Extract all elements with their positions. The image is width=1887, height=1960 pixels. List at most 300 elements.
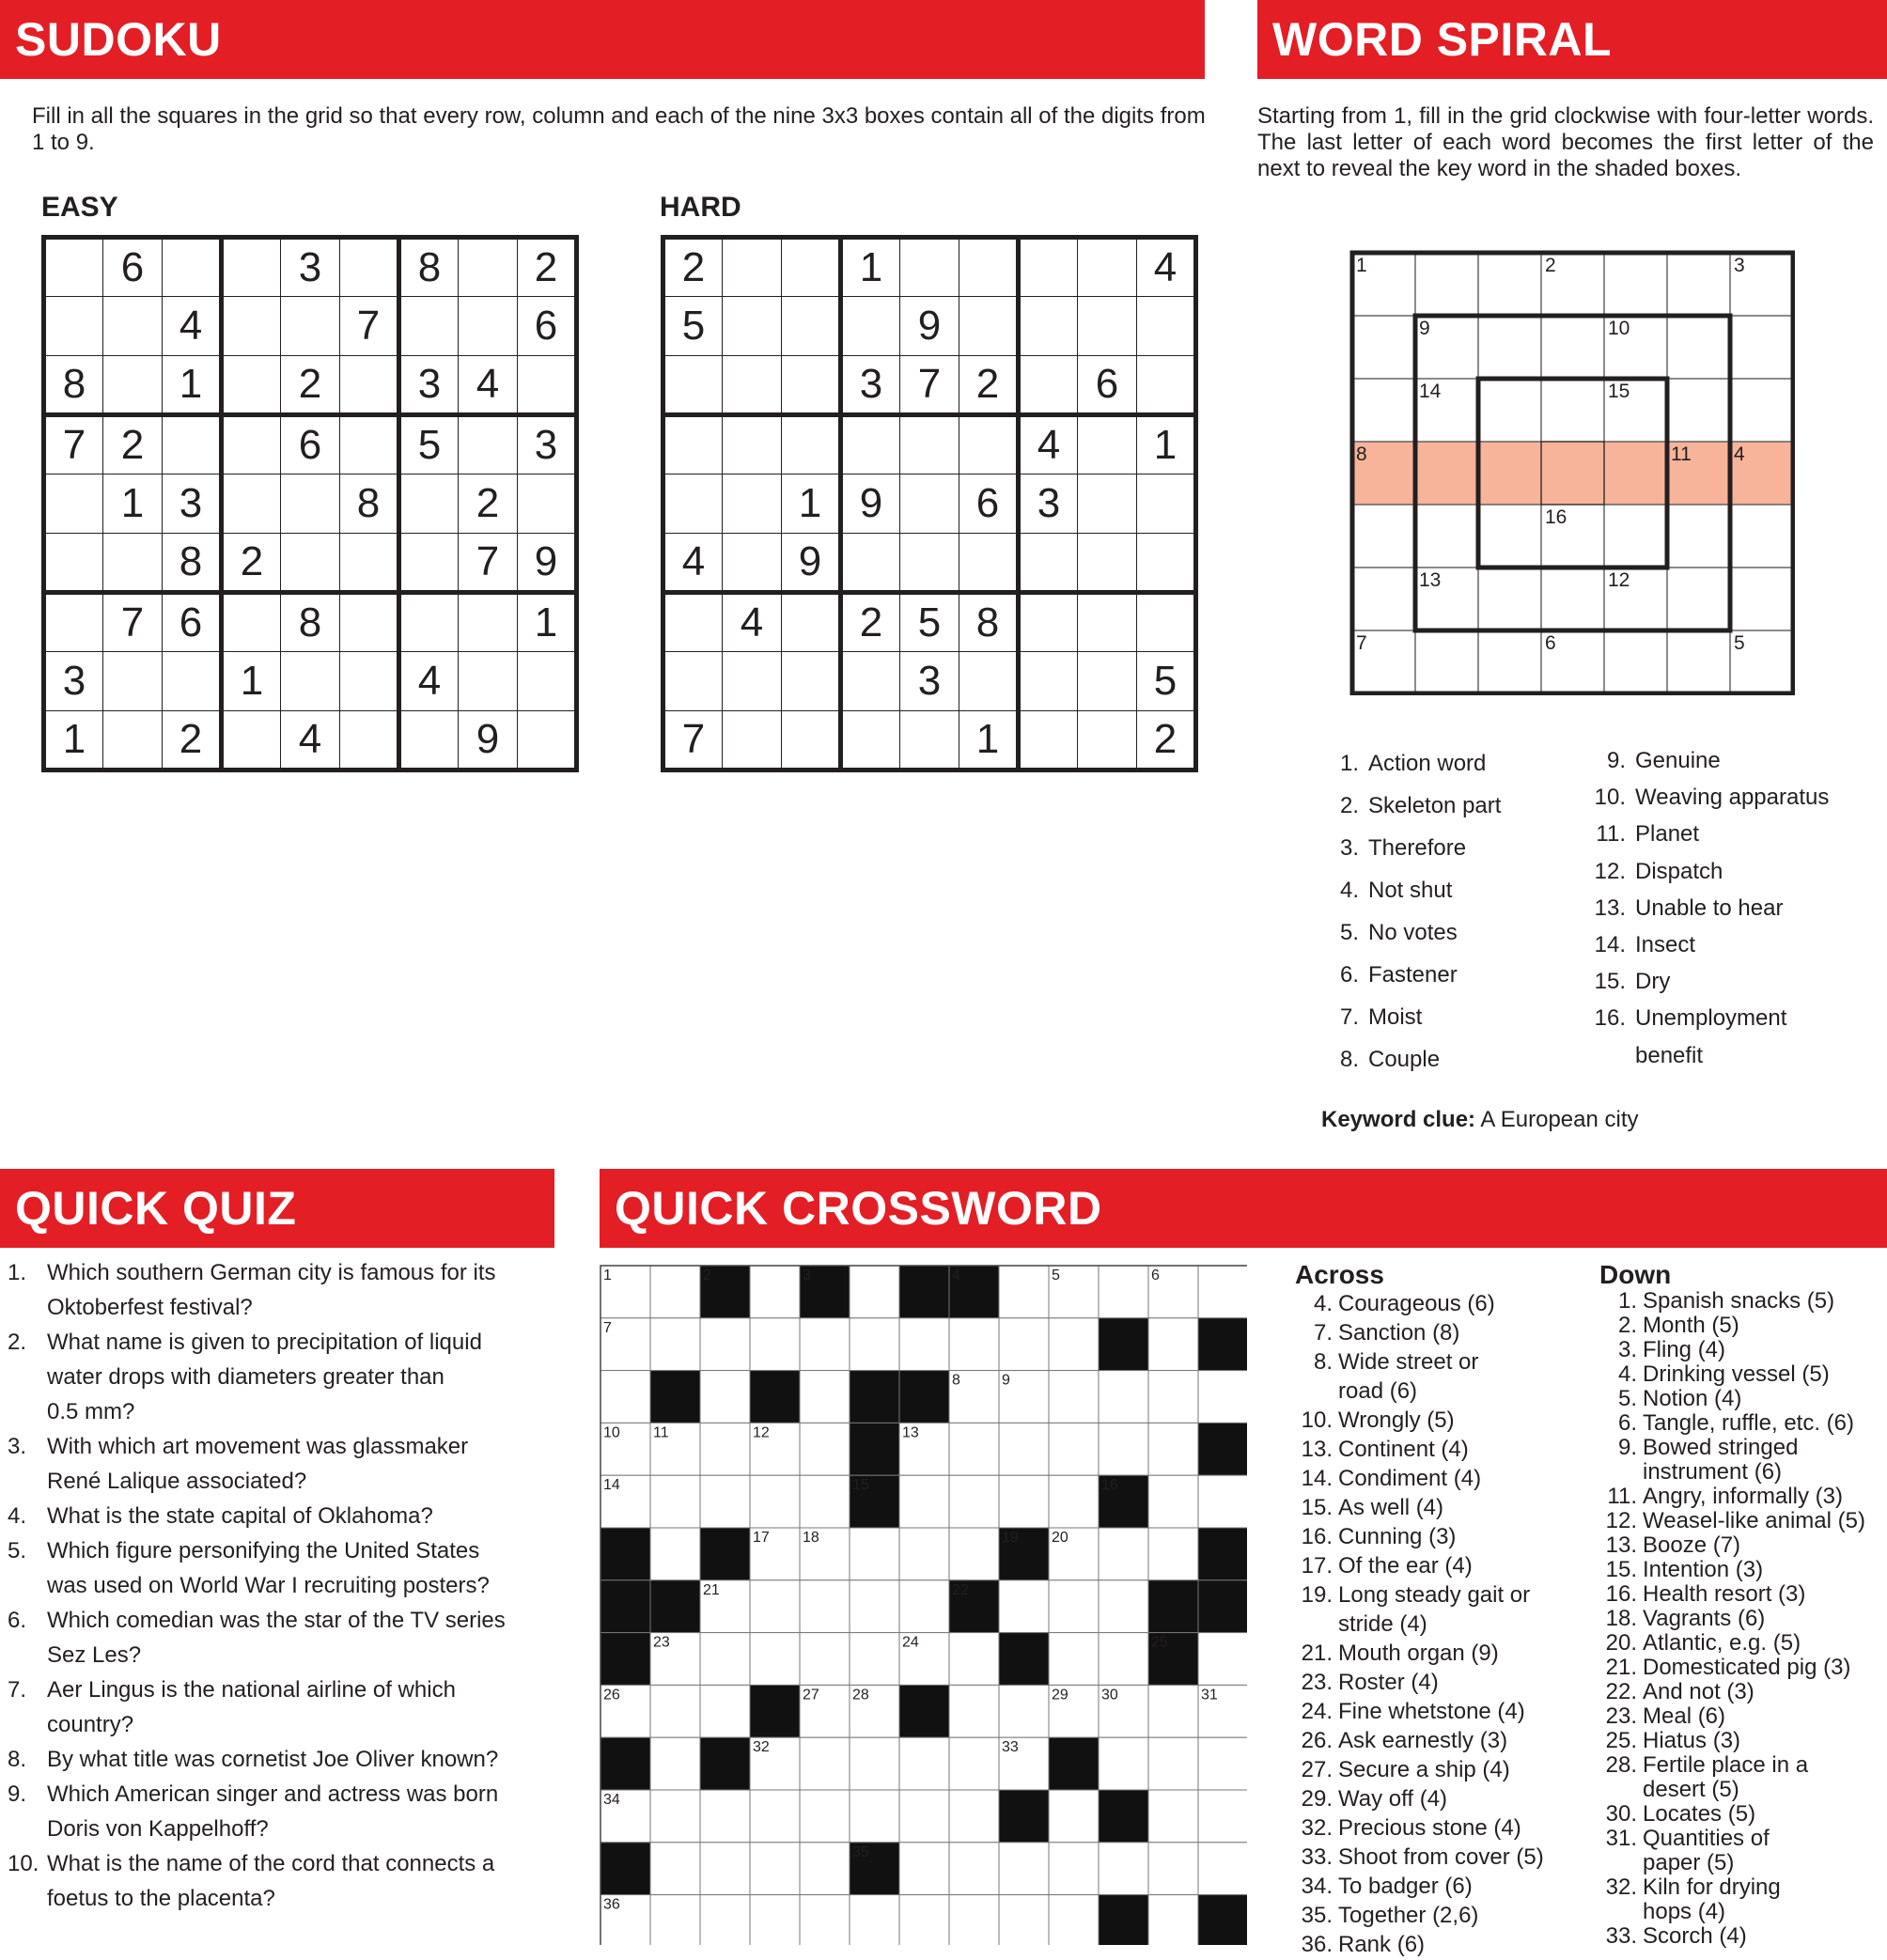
hard-sudoku-cell[interactable] bbox=[900, 238, 959, 297]
easy-sudoku-cell[interactable] bbox=[281, 297, 340, 356]
hard-sudoku-cell[interactable] bbox=[1078, 238, 1137, 297]
crossword-cell[interactable] bbox=[800, 1790, 850, 1843]
crossword-clue bbox=[1599, 1582, 1887, 1607]
crossword-cell[interactable] bbox=[850, 1895, 899, 1945]
crossword-cell[interactable] bbox=[1049, 1895, 1099, 1945]
easy-sudoku-cell[interactable] bbox=[399, 593, 459, 652]
crossword-cell[interactable] bbox=[1049, 1580, 1099, 1633]
crossword-cell[interactable] bbox=[1099, 1423, 1148, 1475]
crossword-cell[interactable] bbox=[949, 1843, 999, 1895]
crossword-cell[interactable] bbox=[949, 1685, 999, 1737]
hard-sudoku-cell[interactable] bbox=[841, 534, 900, 593]
hard-sudoku-cell[interactable] bbox=[1019, 534, 1078, 593]
crossword-cell[interactable] bbox=[850, 1633, 899, 1686]
easy-sudoku-cell[interactable] bbox=[340, 534, 399, 593]
crossword-cell[interactable] bbox=[700, 1843, 750, 1895]
easy-sudoku-cell[interactable]: 3 bbox=[281, 238, 340, 297]
hard-sudoku-cell[interactable] bbox=[782, 711, 841, 770]
easy-sudoku-cell[interactable]: 2 bbox=[281, 356, 340, 415]
hard-sudoku-cell[interactable] bbox=[1019, 652, 1078, 711]
easy-sudoku-cell[interactable] bbox=[518, 711, 577, 770]
crossword-cell[interactable] bbox=[850, 1318, 899, 1371]
crossword-cell[interactable] bbox=[650, 1318, 700, 1371]
easy-sudoku-cell[interactable]: 3 bbox=[44, 652, 103, 711]
crossword-cell[interactable] bbox=[1049, 1423, 1099, 1475]
crossword-cell[interactable] bbox=[1198, 1790, 1247, 1843]
crossword-cell[interactable] bbox=[750, 1318, 800, 1371]
hard-sudoku-cell[interactable] bbox=[782, 593, 841, 652]
hard-sudoku-cell[interactable]: 1 bbox=[782, 474, 841, 534]
hard-sudoku-cell[interactable]: 1 bbox=[959, 711, 1019, 770]
hard-sudoku-cell[interactable]: 9 bbox=[782, 534, 841, 593]
hard-sudoku-cell[interactable] bbox=[1137, 474, 1196, 534]
spiral-cell[interactable] bbox=[1730, 568, 1793, 630]
crossword-cell[interactable] bbox=[999, 1895, 1049, 1945]
crossword-cell[interactable] bbox=[899, 1528, 949, 1580]
crossword-cell[interactable] bbox=[650, 1266, 700, 1318]
crossword-cell[interactable] bbox=[1198, 1371, 1247, 1423]
hard-sudoku-cell[interactable] bbox=[782, 238, 841, 297]
easy-sudoku-cell[interactable]: 8 bbox=[340, 474, 399, 534]
crossword-cell[interactable] bbox=[750, 1895, 800, 1945]
hard-sudoku-cell[interactable] bbox=[782, 356, 841, 415]
spiral-cell[interactable] bbox=[1730, 505, 1793, 568]
crossword-cell[interactable] bbox=[700, 1790, 750, 1843]
easy-sudoku-cell[interactable] bbox=[340, 356, 399, 415]
hard-sudoku-cell[interactable]: 1 bbox=[841, 238, 900, 297]
easy-sudoku-cell[interactable]: 7 bbox=[340, 297, 399, 356]
spiral-cell[interactable] bbox=[1604, 253, 1667, 316]
easy-sudoku-cell[interactable] bbox=[44, 474, 103, 534]
crossword-cell[interactable] bbox=[800, 1895, 850, 1945]
crossword-cell[interactable] bbox=[800, 1633, 850, 1686]
hard-sudoku-cell[interactable]: 4 bbox=[663, 534, 723, 593]
hard-sudoku-cell[interactable] bbox=[959, 415, 1019, 474]
easy-sudoku-cell[interactable]: 7 bbox=[103, 593, 163, 652]
easy-sudoku-cell[interactable] bbox=[281, 652, 340, 711]
crossword-cell[interactable] bbox=[899, 1843, 949, 1895]
hard-sudoku-cell[interactable] bbox=[900, 474, 959, 534]
crossword-cell[interactable] bbox=[1049, 1843, 1099, 1895]
spiral-cell[interactable] bbox=[1478, 379, 1541, 442]
crossword-cell[interactable] bbox=[1049, 1633, 1099, 1686]
easy-sudoku-cell[interactable] bbox=[44, 534, 103, 593]
spiral-cell[interactable] bbox=[1541, 568, 1604, 630]
hard-sudoku-cell[interactable] bbox=[723, 711, 782, 770]
easy-sudoku-cell[interactable] bbox=[222, 238, 281, 297]
hard-sudoku-cell[interactable]: 9 bbox=[841, 474, 900, 534]
crossword-cell[interactable] bbox=[1198, 1475, 1247, 1528]
crossword-cell[interactable] bbox=[750, 1580, 800, 1633]
hard-sudoku-cell[interactable] bbox=[841, 652, 900, 711]
crossword-cell[interactable] bbox=[1148, 1528, 1198, 1580]
crossword-cell[interactable] bbox=[949, 1528, 999, 1580]
spiral-cell[interactable] bbox=[1478, 630, 1541, 693]
hard-sudoku-cell[interactable] bbox=[723, 238, 782, 297]
easy-sudoku-cell[interactable] bbox=[163, 415, 222, 474]
easy-sudoku-cell[interactable]: 1 bbox=[44, 711, 103, 770]
crossword-cell[interactable] bbox=[850, 1790, 899, 1843]
hard-sudoku-cell[interactable] bbox=[900, 711, 959, 770]
easy-sudoku-cell[interactable]: 3 bbox=[163, 474, 222, 534]
hard-sudoku-cell[interactable]: 2 bbox=[663, 238, 723, 297]
crossword-cell[interactable] bbox=[650, 1528, 700, 1580]
easy-sudoku-cell[interactable]: 8 bbox=[281, 593, 340, 652]
easy-sudoku-cell[interactable] bbox=[459, 415, 518, 474]
hard-sudoku-cell[interactable] bbox=[723, 356, 782, 415]
crossword-cell[interactable] bbox=[1099, 1633, 1148, 1686]
crossword-cell[interactable] bbox=[800, 1318, 850, 1371]
hard-sudoku-cell[interactable] bbox=[723, 415, 782, 474]
hard-sudoku-cell[interactable] bbox=[959, 238, 1019, 297]
crossword-cell[interactable] bbox=[949, 1790, 999, 1843]
hard-sudoku-cell[interactable] bbox=[900, 415, 959, 474]
crossword-cell[interactable] bbox=[700, 1895, 750, 1945]
easy-sudoku-cell[interactable] bbox=[340, 238, 399, 297]
hard-sudoku-cell[interactable] bbox=[663, 593, 723, 652]
crossword-cell[interactable] bbox=[750, 1843, 800, 1895]
crossword-cell[interactable] bbox=[1099, 1528, 1148, 1580]
hard-sudoku-cell[interactable]: 5 bbox=[1137, 652, 1196, 711]
easy-sudoku-cell[interactable]: 9 bbox=[518, 534, 577, 593]
hard-sudoku-cell[interactable]: 6 bbox=[1078, 356, 1137, 415]
easy-sudoku-cell[interactable] bbox=[340, 593, 399, 652]
crossword-cell[interactable] bbox=[850, 1737, 899, 1790]
crossword-cell[interactable] bbox=[800, 1843, 850, 1895]
easy-sudoku-cell[interactable] bbox=[222, 415, 281, 474]
crossword-cell[interactable] bbox=[750, 1475, 800, 1528]
hard-sudoku-cell[interactable]: 4 bbox=[723, 593, 782, 652]
crossword-cell[interactable] bbox=[1099, 1580, 1148, 1633]
spiral-cell[interactable] bbox=[1667, 316, 1730, 379]
crossword-cell[interactable] bbox=[650, 1685, 700, 1737]
easy-sudoku-cell[interactable] bbox=[44, 593, 103, 652]
easy-sudoku-cell[interactable] bbox=[518, 474, 577, 534]
easy-sudoku-cell[interactable] bbox=[340, 711, 399, 770]
easy-sudoku-cell[interactable]: 9 bbox=[459, 711, 518, 770]
hard-sudoku-cell[interactable]: 3 bbox=[1019, 474, 1078, 534]
spiral-cell[interactable] bbox=[1667, 568, 1730, 630]
crossword-cell[interactable] bbox=[1049, 1371, 1099, 1423]
crossword-cell[interactable] bbox=[1198, 1633, 1247, 1686]
crossword-cell[interactable] bbox=[949, 1423, 999, 1475]
easy-sudoku-cell[interactable]: 3 bbox=[518, 415, 577, 474]
hard-sudoku-cell[interactable] bbox=[1019, 593, 1078, 652]
easy-sudoku-cell[interactable] bbox=[518, 652, 577, 711]
hard-sudoku-cell[interactable]: 2 bbox=[1137, 711, 1196, 770]
easy-sudoku-cell[interactable]: 2 bbox=[459, 474, 518, 534]
crossword-cell[interactable] bbox=[949, 1895, 999, 1945]
easy-sudoku-cell[interactable] bbox=[44, 238, 103, 297]
spiral-cell[interactable] bbox=[1478, 253, 1541, 316]
spiral-cell[interactable] bbox=[1541, 379, 1604, 442]
hard-sudoku-cell[interactable] bbox=[1137, 356, 1196, 415]
crossword-cell[interactable] bbox=[949, 1475, 999, 1528]
crossword-cell[interactable] bbox=[949, 1737, 999, 1790]
spiral-cell[interactable] bbox=[1667, 253, 1730, 316]
easy-sudoku-cell[interactable] bbox=[222, 593, 281, 652]
hard-sudoku-cell[interactable] bbox=[723, 652, 782, 711]
spiral-cell[interactable] bbox=[1352, 316, 1415, 379]
crossword-cell[interactable] bbox=[999, 1843, 1049, 1895]
spiral-cell[interactable] bbox=[1478, 505, 1541, 568]
easy-sudoku-cell[interactable]: 4 bbox=[163, 297, 222, 356]
crossword-cell[interactable] bbox=[899, 1318, 949, 1371]
spiral-cell[interactable] bbox=[1541, 316, 1604, 379]
hard-sudoku-cell[interactable] bbox=[1078, 711, 1137, 770]
crossword-cell[interactable] bbox=[1049, 1318, 1099, 1371]
crossword-cell[interactable] bbox=[1049, 1475, 1099, 1528]
crossword-cell[interactable] bbox=[1049, 1790, 1099, 1843]
hard-sudoku-cell[interactable]: 9 bbox=[900, 297, 959, 356]
crossword-cell[interactable] bbox=[949, 1318, 999, 1371]
hard-sudoku-cell[interactable] bbox=[663, 415, 723, 474]
crossword-cell[interactable] bbox=[1148, 1895, 1198, 1945]
hard-sudoku-cell[interactable] bbox=[959, 652, 1019, 711]
hard-sudoku-cell[interactable] bbox=[841, 297, 900, 356]
easy-sudoku-cell[interactable] bbox=[399, 711, 459, 770]
crossword-cell[interactable] bbox=[1148, 1475, 1198, 1528]
easy-sudoku-cell[interactable] bbox=[222, 297, 281, 356]
easy-sudoku-cell[interactable] bbox=[399, 534, 459, 593]
spiral-cell[interactable] bbox=[1667, 379, 1730, 442]
crossword-cell[interactable] bbox=[700, 1633, 750, 1686]
crossword-cell[interactable] bbox=[750, 1266, 800, 1318]
crossword-cell[interactable] bbox=[1148, 1737, 1198, 1790]
crossword-cell[interactable] bbox=[700, 1685, 750, 1737]
crossword-clue-line: Vagrants (6) bbox=[1643, 1606, 1766, 1631]
crossword-cell[interactable] bbox=[800, 1423, 850, 1475]
spiral-cell[interactable] bbox=[1478, 316, 1541, 379]
hard-sudoku-cell[interactable] bbox=[1078, 652, 1137, 711]
hard-sudoku-cell[interactable] bbox=[663, 652, 723, 711]
spiral-cell[interactable] bbox=[1415, 630, 1478, 693]
hard-sudoku-cell[interactable] bbox=[1019, 711, 1078, 770]
easy-sudoku-cell[interactable] bbox=[281, 474, 340, 534]
crossword-cell[interactable] bbox=[700, 1371, 750, 1423]
hard-sudoku-cell[interactable]: 7 bbox=[663, 711, 723, 770]
crossword-cell[interactable] bbox=[1148, 1318, 1198, 1371]
hard-sudoku-cell[interactable] bbox=[723, 474, 782, 534]
crossword-number: 8 bbox=[952, 1372, 960, 1389]
hard-sudoku-cell[interactable]: 4 bbox=[1137, 238, 1196, 297]
crossword-clue-line: Kiln for drying bbox=[1643, 1874, 1781, 1900]
crossword-cell[interactable] bbox=[800, 1475, 850, 1528]
crossword-cell[interactable] bbox=[650, 1737, 700, 1790]
easy-sudoku-cell[interactable]: 6 bbox=[518, 297, 577, 356]
crossword-cell[interactable] bbox=[850, 1580, 899, 1633]
hard-sudoku-cell[interactable]: 3 bbox=[900, 652, 959, 711]
crossword-cell[interactable] bbox=[1198, 1843, 1247, 1895]
hard-sudoku-cell[interactable] bbox=[723, 297, 782, 356]
crossword-cell[interactable] bbox=[1148, 1790, 1198, 1843]
hard-sudoku-cell[interactable] bbox=[1078, 297, 1137, 356]
easy-sudoku-cell[interactable] bbox=[399, 474, 459, 534]
easy-sudoku-cell[interactable] bbox=[459, 238, 518, 297]
hard-sudoku-cell[interactable] bbox=[1137, 534, 1196, 593]
hard-sudoku-cell[interactable] bbox=[841, 711, 900, 770]
hard-sudoku-cell[interactable] bbox=[1019, 356, 1078, 415]
crossword-cell[interactable] bbox=[1148, 1843, 1198, 1895]
crossword-cell[interactable] bbox=[899, 1580, 949, 1633]
crossword-cell[interactable] bbox=[899, 1475, 949, 1528]
hard-sudoku-cell[interactable] bbox=[1137, 297, 1196, 356]
crossword-cell[interactable] bbox=[999, 1266, 1049, 1318]
crossword-cell[interactable] bbox=[1148, 1371, 1198, 1423]
hard-sudoku-cell[interactable]: 6 bbox=[959, 474, 1019, 534]
easy-sudoku-cell[interactable]: 4 bbox=[281, 711, 340, 770]
crossword-cell[interactable] bbox=[700, 1318, 750, 1371]
hard-sudoku-cell[interactable]: 2 bbox=[959, 356, 1019, 415]
spiral-cell[interactable] bbox=[1730, 379, 1793, 442]
spiral-cell[interactable] bbox=[1478, 568, 1541, 630]
easy-sudoku-cell[interactable] bbox=[103, 297, 163, 356]
hard-sudoku-cell[interactable]: 8 bbox=[959, 593, 1019, 652]
easy-sudoku-cell[interactable]: 7 bbox=[459, 534, 518, 593]
crossword-cell[interactable] bbox=[949, 1633, 999, 1686]
crossword-cell[interactable] bbox=[1148, 1685, 1198, 1737]
easy-sudoku-cell[interactable]: 5 bbox=[399, 415, 459, 474]
easy-sudoku-cell[interactable] bbox=[44, 297, 103, 356]
hard-sudoku-cell[interactable]: 1 bbox=[1137, 415, 1196, 474]
easy-sudoku-cell[interactable]: 1 bbox=[103, 474, 163, 534]
hard-sudoku-cell[interactable] bbox=[782, 652, 841, 711]
hard-sudoku-cell[interactable] bbox=[959, 297, 1019, 356]
easy-sudoku-cell[interactable]: 2 bbox=[222, 534, 281, 593]
spiral-cell[interactable] bbox=[1730, 316, 1793, 379]
hard-sudoku-cell[interactable] bbox=[1078, 534, 1137, 593]
easy-sudoku-cell[interactable] bbox=[163, 652, 222, 711]
hard-sudoku-cell[interactable] bbox=[959, 534, 1019, 593]
crossword-cell[interactable] bbox=[1099, 1266, 1148, 1318]
easy-sudoku-cell[interactable]: 7 bbox=[44, 415, 103, 474]
crossword-cell[interactable] bbox=[1148, 1423, 1198, 1475]
crossword-cell[interactable] bbox=[850, 1266, 899, 1318]
hard-sudoku-cell[interactable]: 7 bbox=[900, 356, 959, 415]
hard-sudoku-cell[interactable] bbox=[782, 415, 841, 474]
crossword-cell[interactable] bbox=[999, 1318, 1049, 1371]
spiral-cell[interactable] bbox=[1604, 630, 1667, 693]
hard-sudoku-cell[interactable]: 4 bbox=[1019, 415, 1078, 474]
spiral-cell[interactable] bbox=[1667, 630, 1730, 693]
spiral-cell[interactable] bbox=[1604, 505, 1667, 568]
hard-sudoku-cell[interactable] bbox=[1078, 593, 1137, 652]
easy-sudoku-cell[interactable]: 8 bbox=[44, 356, 103, 415]
crossword-cell[interactable] bbox=[600, 1371, 650, 1423]
easy-sudoku-cell[interactable]: 3 bbox=[399, 356, 459, 415]
easy-sudoku-cell[interactable] bbox=[103, 652, 163, 711]
hard-sudoku-cell[interactable]: 5 bbox=[663, 297, 723, 356]
spiral-cell[interactable] bbox=[1667, 505, 1730, 568]
easy-sudoku-cell[interactable] bbox=[222, 711, 281, 770]
crossword-cell[interactable] bbox=[999, 1685, 1049, 1737]
hard-sudoku-cell[interactable] bbox=[723, 534, 782, 593]
easy-sudoku-cell[interactable] bbox=[340, 652, 399, 711]
spiral-cell[interactable] bbox=[1415, 253, 1478, 316]
easy-sudoku-cell[interactable] bbox=[222, 356, 281, 415]
crossword-cell[interactable] bbox=[1099, 1371, 1148, 1423]
easy-sudoku-cell[interactable]: 6 bbox=[281, 415, 340, 474]
easy-sudoku-cell[interactable] bbox=[459, 593, 518, 652]
easy-sudoku-cell[interactable] bbox=[163, 238, 222, 297]
crossword-cell[interactable] bbox=[700, 1423, 750, 1475]
hard-sudoku-cell[interactable] bbox=[1078, 415, 1137, 474]
easy-sudoku-cell[interactable]: 6 bbox=[163, 593, 222, 652]
easy-sudoku-cell[interactable] bbox=[281, 534, 340, 593]
crossword-cell[interactable] bbox=[1198, 1266, 1247, 1318]
hard-sudoku-cell[interactable] bbox=[782, 297, 841, 356]
crossword-cell[interactable] bbox=[999, 1580, 1049, 1633]
crossword-cell[interactable] bbox=[1099, 1843, 1148, 1895]
hard-sudoku-cell[interactable] bbox=[1078, 474, 1137, 534]
easy-sudoku-cell[interactable]: 8 bbox=[399, 238, 459, 297]
easy-sudoku-cell[interactable]: 4 bbox=[399, 652, 459, 711]
crossword-cell[interactable] bbox=[700, 1475, 750, 1528]
crossword-cell[interactable] bbox=[999, 1475, 1049, 1528]
crossword-cell[interactable] bbox=[800, 1371, 850, 1423]
spiral-cell[interactable] bbox=[1352, 505, 1415, 568]
hard-sudoku-cell[interactable] bbox=[900, 534, 959, 593]
crossword-cell[interactable] bbox=[899, 1895, 949, 1945]
crossword-cell[interactable] bbox=[800, 1737, 850, 1790]
easy-sudoku-cell[interactable] bbox=[459, 652, 518, 711]
crossword-cell[interactable] bbox=[999, 1423, 1049, 1475]
crossword-cell[interactable] bbox=[750, 1790, 800, 1843]
easy-sudoku-cell[interactable]: 1 bbox=[163, 356, 222, 415]
easy-sudoku-cell[interactable] bbox=[103, 356, 163, 415]
crossword-cell[interactable] bbox=[1099, 1737, 1148, 1790]
easy-sudoku-cell[interactable] bbox=[459, 297, 518, 356]
crossword-cell[interactable] bbox=[650, 1895, 700, 1945]
easy-sudoku-cell[interactable]: 1 bbox=[518, 593, 577, 652]
easy-sudoku-cell[interactable]: 1 bbox=[222, 652, 281, 711]
hard-sudoku-cell[interactable]: 5 bbox=[900, 593, 959, 652]
crossword-cell[interactable] bbox=[800, 1580, 850, 1633]
crossword-cell[interactable] bbox=[650, 1475, 700, 1528]
crossword-cell[interactable] bbox=[750, 1633, 800, 1686]
easy-sudoku-cell[interactable]: 2 bbox=[103, 415, 163, 474]
hard-sudoku-cell[interactable] bbox=[663, 356, 723, 415]
easy-sudoku-cell[interactable] bbox=[518, 356, 577, 415]
spiral-cell[interactable] bbox=[1352, 379, 1415, 442]
easy-sudoku-cell[interactable]: 2 bbox=[163, 711, 222, 770]
hard-sudoku-cell[interactable] bbox=[1019, 238, 1078, 297]
hard-sudoku-cell[interactable]: 2 bbox=[841, 593, 900, 652]
hard-sudoku-cell[interactable] bbox=[1137, 593, 1196, 652]
crossword-cell[interactable] bbox=[899, 1790, 949, 1843]
hard-sudoku-cell[interactable]: 3 bbox=[841, 356, 900, 415]
crossword-cell[interactable] bbox=[650, 1843, 700, 1895]
easy-sudoku-cell[interactable] bbox=[103, 534, 163, 593]
crossword-cell[interactable] bbox=[650, 1790, 700, 1843]
easy-sudoku-cell[interactable] bbox=[399, 297, 459, 356]
easy-sudoku-cell[interactable]: 6 bbox=[103, 238, 163, 297]
easy-sudoku-cell[interactable]: 4 bbox=[459, 356, 518, 415]
hard-sudoku-cell[interactable] bbox=[663, 474, 723, 534]
crossword-cell[interactable] bbox=[1198, 1737, 1247, 1790]
spiral-cell[interactable] bbox=[1415, 505, 1478, 568]
crossword-cell[interactable] bbox=[850, 1528, 899, 1580]
easy-sudoku-cell[interactable] bbox=[103, 711, 163, 770]
easy-sudoku-cell[interactable]: 2 bbox=[518, 238, 577, 297]
easy-sudoku-cell[interactable] bbox=[222, 474, 281, 534]
crossword-cell[interactable] bbox=[899, 1737, 949, 1790]
easy-sudoku-cell[interactable]: 8 bbox=[163, 534, 222, 593]
spiral-cell[interactable] bbox=[1352, 568, 1415, 630]
hard-sudoku-cell[interactable] bbox=[841, 415, 900, 474]
easy-sudoku-cell[interactable] bbox=[340, 415, 399, 474]
hard-sudoku-cell[interactable] bbox=[1019, 297, 1078, 356]
